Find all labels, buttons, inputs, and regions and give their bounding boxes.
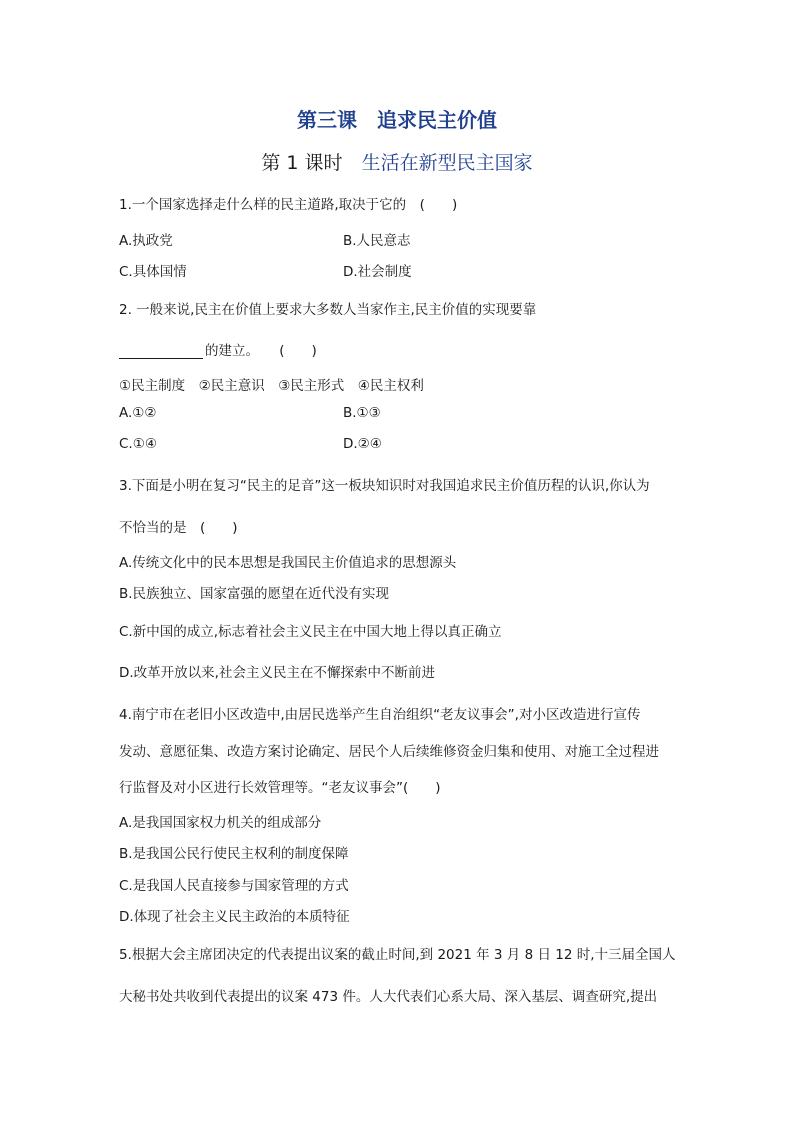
question-1-option-a: A.执政党: [119, 233, 173, 249]
question-4-stem-line-1: 4.南宁市在老旧小区改造中,由居民选举产生自治组织“老友议事会”,对小区改造进行宣传: [119, 707, 641, 723]
question-1-stem: 1.一个国家选择走什么样的民主道路,取决于它的 ( ): [119, 197, 458, 213]
period-topic: 生活在新型民主国家: [361, 152, 533, 174]
question-2-option-d: D.②④: [343, 436, 382, 452]
period-title: [0, 148, 794, 175]
question-3-stem-line-1: 3.下面是小明在复习“民主的足音”这一板块知识时对我国追求民主价值历程的认识,你认为: [119, 478, 650, 494]
question-4-stem-line-3: 行监督及对小区进行长效管理等。“老友议事会”( ): [119, 780, 441, 796]
answer-blank: [119, 346, 203, 359]
question-2-stem-line-2: 的建立。 ( ): [119, 339, 317, 359]
question-4-option-b: B.是我国公民行使民主权利的制度保障: [119, 846, 349, 862]
question-2-option-a: A.①②: [119, 405, 157, 421]
question-3-stem-line-2: 不恰当的是 ( ): [119, 520, 238, 536]
question-5-stem-line-1: 5.根据大会主席团决定的代表提出议案的截止时间,到 2021 年 3 月 8 日 12 时,十三届全国人: [119, 947, 676, 963]
question-3-option-b: B.民族独立、国家富强的愿望在近代没有实现: [119, 586, 390, 602]
question-4-option-c: C.是我国人民直接参与国家管理的方式: [119, 878, 349, 894]
period-number: 第 1 课时: [261, 152, 343, 174]
question-2-stem-line-1: 2. 一般来说,民主在价值上要求大多数人当家作主,民主价值的实现要靠: [119, 302, 537, 318]
question-3-option-d: D.改革开放以来,社会主义民主在不懈探索中不断前进: [119, 665, 435, 681]
question-1-option-d: D.社会制度: [343, 264, 412, 280]
question-2-option-b: B.①③: [343, 405, 381, 421]
question-1-option-b: B.人民意志: [343, 233, 411, 249]
question-4-option-d: D.体现了社会主义民主政治的本质特征: [119, 909, 350, 925]
lesson-title: 第三课 追求民主价值: [297, 108, 497, 132]
question-1-option-c: C.具体国情: [119, 264, 187, 280]
question-4-option-a: A.是我国国家权力机关的组成部分: [119, 815, 322, 831]
question-2-option-c: C.①④: [119, 436, 157, 452]
question-3-option-a: A.传统文化中的民本思想是我国民主价值追求的思想源头: [119, 555, 457, 571]
question-4-stem-line-2: 发动、意愿征集、改造方案讨论确定、居民个人后续维修资金归集和使用、对施工全过程进: [119, 744, 659, 760]
question-5-stem-line-2: 大秘书处共收到代表提出的议案 473 件。人大代表们心系大局、深入基层、调查研究,提出: [119, 989, 658, 1005]
question-2-items: ①民主制度 ②民主意识 ③民主形式 ④民主权利: [119, 378, 424, 394]
question-3-option-c: C.新中国的成立,标志着社会主义民主在中国大地上得以真正确立: [119, 624, 502, 640]
